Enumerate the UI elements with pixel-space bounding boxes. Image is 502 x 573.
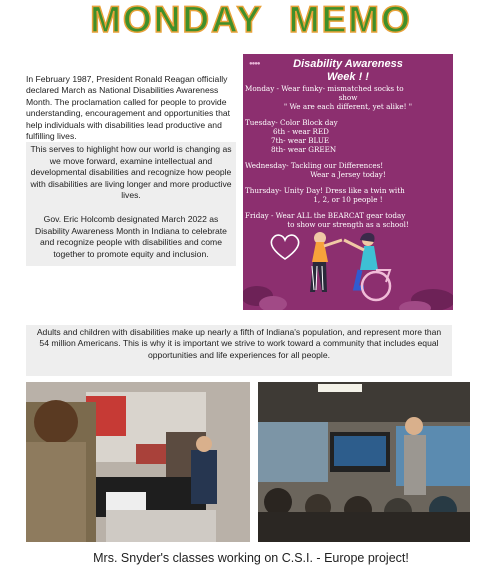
closing-paragraph-box [26, 325, 452, 376]
flyer-wednesday-2: Wear a Jersey today! [310, 170, 386, 179]
leaf-decoration-icon [243, 266, 293, 310]
flyer-heading-line1: Disability Awareness [293, 58, 403, 70]
flyer-tuesday-3: 7th- wear BLUE [271, 136, 330, 145]
photo-caption: Mrs. Snyder's classes working on C.S.I. - Europe project! [93, 551, 409, 565]
flyer-wednesday-1: Wednesday- Tackling our Differences! [245, 161, 384, 170]
flyer-tuesday-4: 8th- wear GREEN [271, 145, 337, 154]
paragraph-history: In February 1987, President Ronald Reagan officially declared March as National Disabilities Awareness Month. The proclamation called for people to provide understanding, encouragement and opportunities that help individuals with disabilities lead productive and fulfilling lives. [26, 74, 231, 142]
leaf-decoration-icon [393, 274, 453, 310]
memo-title: MONDAY MEMO [90, 0, 412, 40]
flyer-tuesday-2: 6th - wear RED [273, 127, 329, 136]
classroom-photo-right [258, 382, 470, 542]
flyer-tuesday-1: Tuesday- Color Block day [245, 118, 338, 127]
classroom-photo-right-image [258, 382, 470, 542]
heart-icon [268, 232, 302, 262]
flyer-friday-2: to show our strength as a school! [287, 220, 409, 229]
flyer-friday-1: Friday - Wear ALL the BEARCAT gear today [245, 211, 406, 220]
paragraph-highlight: This serves to highlight how our world is changing as we move forward, examine intellectual and developmental disabilities and recognize how people with disabilities are living longer and more productive lives. [26, 142, 236, 204]
left-text-column [26, 74, 236, 266]
decorative-dots-icon: ●●●● [249, 61, 260, 67]
flyer-monday-2: show [338, 93, 358, 102]
awareness-week-flyer [243, 54, 453, 310]
paragraph-population: Adults and children with disabilities make up nearly a fifth of Indiana's population, and represent more than 54 million Americans. This is why it is important we strive to work toward a community that includes equal opportunities and life experiences for all people. [36, 327, 442, 360]
flyer-monday-3: " We are each different, yet alike! " [283, 102, 413, 111]
flyer-thursday-2: 1, 2, or 10 people ! [313, 195, 383, 204]
flyer-monday-1: Monday - Wear funky- mismatched socks to [245, 84, 404, 93]
flyer-thursday-1: Thursday- Unity Day! Dress like a twin with [245, 186, 405, 195]
paragraph-governor: Gov. Eric Holcomb designated March 2022 as Disability Awareness Month in Indiana to celebrate and recognize people with disabilities and come together to promote equity and inclusion. [26, 204, 236, 266]
classroom-photo-left [26, 382, 250, 542]
classroom-photo-left-image [26, 382, 250, 542]
flyer-heading [243, 58, 453, 84]
flyer-heading-line2: Week ! ! [327, 71, 369, 83]
dancers-illustration-icon [298, 230, 408, 310]
